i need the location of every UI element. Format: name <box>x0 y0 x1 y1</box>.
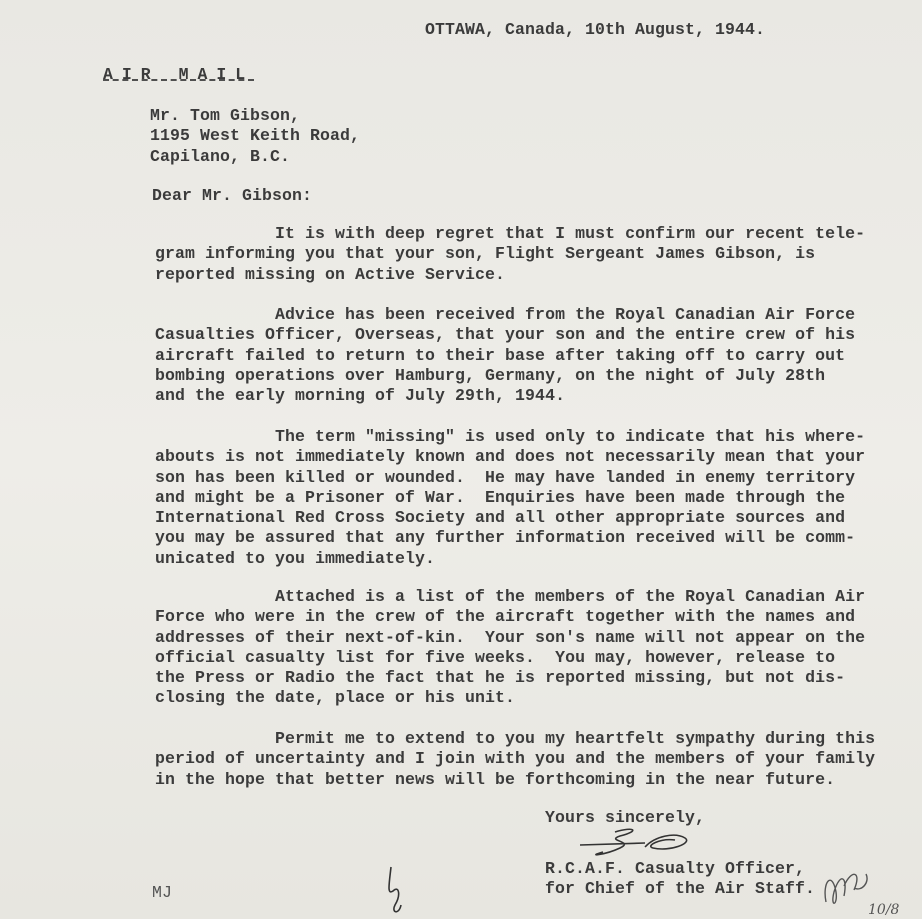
letter-line: abouts is not immediately known and does not necessarily mean that your <box>155 447 866 467</box>
handwritten-date: 10/8 <box>868 902 900 918</box>
paragraph-3 <box>155 427 865 569</box>
closing: Yours sincerely, <box>545 808 706 827</box>
recipient-address <box>150 106 360 167</box>
letter-line: in the hope that better news will be forthcoming in the near future. <box>155 769 836 789</box>
letter-line: and might be a Prisoner of War. Enquiries have been made through the <box>155 487 846 507</box>
letter-line: The term "missing" is used only to indicate that his where- <box>155 427 866 446</box>
letter-line: and the early morning of July 29th, 1944. <box>155 386 566 406</box>
letter-line: addresses of their next-of-kin. Your son's name will not appear on the <box>155 627 866 647</box>
address-line: Capilano, B.C. <box>150 146 291 166</box>
handwritten-initials <box>822 862 912 918</box>
address-line: Mr. Tom Gibson, <box>150 106 301 125</box>
letter-line: Casualties Officer, Overseas, that your son and the entire crew of his <box>155 325 856 345</box>
salutation: Dear Mr. Gibson: <box>152 186 313 205</box>
letter-line: Advice has been received from the Royal Canadian Air Force <box>155 305 856 324</box>
letter-line: International Red Cross Society and all other appropriate sources and <box>155 508 846 528</box>
letter-line: period of uncertainty and I join with you and the members of your family <box>155 749 876 769</box>
letter-line: Attached is a list of the members of the Royal Canadian Air <box>155 587 866 606</box>
letter-line: gram informing you that your son, Flight Sergeant James Gibson, is <box>155 244 816 264</box>
letter-line: son has been killed or wounded. He may have landed in enemy territory <box>155 467 856 487</box>
letter-line: official casualty list for five weeks. You may, however, release to <box>155 647 836 667</box>
letter-line: unicated to you immediately. <box>155 548 436 568</box>
address-line: 1195 West Keith Road, <box>150 126 361 146</box>
letter-line: It is with deep regret that I must confirm our recent tele- <box>155 224 866 243</box>
air-mail-heading: AIR MAIL <box>103 65 255 84</box>
letter-line: you may be assured that any further information received will be comm- <box>155 528 856 548</box>
letter-line: the Press or Radio the fact that he is reported missing, but not dis- <box>155 668 846 688</box>
letter-line: aircraft failed to return to their base after taking off to carry out <box>155 345 846 365</box>
letter-line: closing the date, place or his unit. <box>155 688 516 708</box>
letter-line: Force who were in the crew of the aircraft together with the names and <box>155 607 856 627</box>
date-line: OTTAWA, Canada, 10th August, 1944. <box>425 20 766 39</box>
paragraph-4 <box>155 587 865 709</box>
paragraph-2 <box>155 305 855 406</box>
signer-office: for Chief of the Air Staff. <box>545 879 816 899</box>
paragraph-1 <box>155 224 865 285</box>
letter-line: reported missing on Active Service. <box>155 264 506 284</box>
typist-initials: MJ <box>152 883 173 902</box>
signature-block <box>545 859 815 900</box>
letter-line: Permit me to extend to you my heartfelt sympathy during this <box>155 729 876 748</box>
signer-title: R.C.A.F. Casualty Officer, <box>545 859 806 878</box>
paragraph-5 <box>155 729 875 790</box>
letter-line: bombing operations over Hamburg, Germany, on the night of July 28th <box>155 365 826 385</box>
signature <box>575 826 705 860</box>
handwritten-mark <box>383 865 413 919</box>
